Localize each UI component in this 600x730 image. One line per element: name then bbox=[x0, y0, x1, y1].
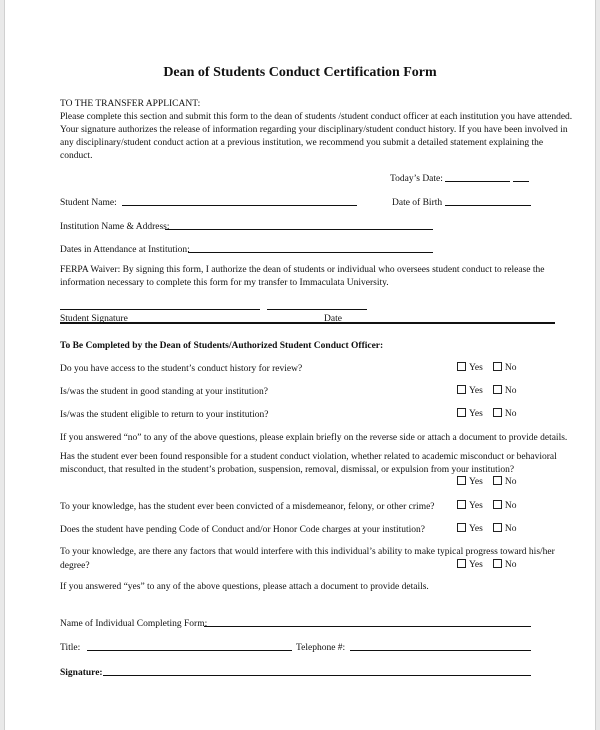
question-text: misconduct, that resulted in the student’s probation, suspension, removal, dismissal, or expulsion from your institution? bbox=[60, 465, 515, 475]
student-name-label: Student Name: bbox=[60, 198, 117, 208]
yes-no-options bbox=[457, 559, 516, 570]
institution-label: Institution Name & Address: bbox=[60, 222, 170, 232]
form-page bbox=[4, 0, 596, 730]
ferpa-waiver-line: information necessary to complete this form for my transfer to Immaculata University. bbox=[60, 278, 389, 288]
student-name-field[interactable] bbox=[122, 205, 357, 206]
yes-no-options bbox=[457, 362, 516, 373]
transfer-instructions-line: Your signature authorizes the release of information regarding your disciplinary/student conduct history. If you have been involved in bbox=[60, 125, 568, 135]
question-text: Is/was the student eligible to return to your institution? bbox=[60, 410, 269, 420]
yes-no-options bbox=[457, 476, 516, 487]
question-text: Do you have access to the student’s conduct history for review? bbox=[60, 364, 303, 374]
yes-checkbox[interactable] bbox=[457, 559, 466, 568]
no-label: No bbox=[504, 560, 517, 570]
question-text: To your knowledge, are there any factors that would interfere with this individual’s ability to make typical progress toward his/her bbox=[60, 547, 555, 557]
telephone-label: Telephone #: bbox=[296, 643, 346, 653]
telephone-field[interactable] bbox=[350, 650, 531, 651]
no-label: No bbox=[504, 524, 517, 534]
todays-date-label: Today’s Date: bbox=[390, 174, 443, 184]
yes-label: Yes bbox=[469, 477, 483, 487]
question-text: Is/was the student in good standing at your institution? bbox=[60, 387, 268, 397]
transfer-instructions-line: Please complete this section and submit this form to the dean of students /student conduct officer at each institution you have attended. bbox=[60, 112, 573, 122]
title-label: Title: bbox=[60, 643, 81, 653]
transfer-heading: TO THE TRANSFER APPLICANT: bbox=[60, 99, 201, 109]
form-title: Dean of Students Conduct Certification Form bbox=[163, 65, 437, 80]
yes-checkbox[interactable] bbox=[457, 476, 466, 485]
question-text: To your knowledge, has the student ever been convicted of a misdemeanor, felony, or other crime? bbox=[60, 502, 435, 512]
yes-label: Yes bbox=[469, 409, 483, 419]
institution-field[interactable] bbox=[165, 229, 433, 230]
explain-no-note: If you answered “no” to any of the above questions, please explain briefly on the reverse side or attach a document to provide details. bbox=[60, 433, 568, 443]
no-checkbox[interactable] bbox=[493, 500, 502, 509]
no-checkbox[interactable] bbox=[493, 385, 502, 394]
transfer-instructions-line: any disciplinary/student conduct action at a previous institution, we recommend you submit a detailed statement explaining the bbox=[60, 138, 544, 148]
date-of-birth-label: Date of Birth bbox=[392, 198, 443, 208]
yes-no-options bbox=[457, 523, 516, 534]
yes-checkbox[interactable] bbox=[457, 500, 466, 509]
question-text: Has the student ever been found responsible for a student conduct violation, whether related to academic misconduct or behavioral bbox=[60, 452, 557, 462]
completer-name-label: Name of Individual Completing Form: bbox=[60, 619, 208, 629]
todays-date-field[interactable] bbox=[445, 181, 510, 182]
no-label: No bbox=[504, 386, 517, 396]
date-of-birth-field[interactable] bbox=[445, 205, 531, 206]
signature-field[interactable] bbox=[103, 675, 531, 676]
yes-label: Yes bbox=[469, 363, 483, 373]
yes-checkbox[interactable] bbox=[457, 523, 466, 532]
question-text: Does the student have pending Code of Conduct and/or Honor Code charges at your institution? bbox=[60, 525, 425, 535]
explain-yes-note: If you answered “yes” to any of the above questions, please attach a document to provide details. bbox=[60, 582, 429, 592]
no-checkbox[interactable] bbox=[493, 362, 502, 371]
signature-label: Signature: bbox=[60, 668, 103, 678]
yes-no-options bbox=[457, 408, 516, 419]
completer-name-field[interactable] bbox=[204, 626, 531, 627]
ferpa-waiver-line: FERPA Waiver: By signing this form, I authorize the dean of students or individual who oversees student conduct to release the bbox=[60, 265, 545, 275]
attendance-dates-label: Dates in Attendance at Institution: bbox=[60, 245, 190, 255]
officer-section-heading: To Be Completed by the Dean of Students/Authorized Student Conduct Officer: bbox=[60, 341, 384, 351]
transfer-instructions-line: conduct. bbox=[60, 151, 93, 161]
yes-label: Yes bbox=[469, 501, 483, 511]
no-label: No bbox=[504, 363, 517, 373]
no-checkbox[interactable] bbox=[493, 408, 502, 417]
no-label: No bbox=[504, 477, 517, 487]
no-label: No bbox=[504, 409, 517, 419]
yes-no-options bbox=[457, 500, 516, 511]
no-label: No bbox=[504, 501, 517, 511]
todays-date-field-extension[interactable] bbox=[513, 181, 529, 182]
yes-checkbox[interactable] bbox=[457, 408, 466, 417]
signature-date-label: Date bbox=[324, 314, 342, 324]
yes-label: Yes bbox=[469, 560, 483, 570]
student-signature-label: Student Signature bbox=[60, 314, 128, 324]
title-field[interactable] bbox=[87, 650, 292, 651]
no-checkbox[interactable] bbox=[493, 559, 502, 568]
section-divider bbox=[60, 322, 555, 324]
question-text: degree? bbox=[60, 561, 90, 571]
yes-label: Yes bbox=[469, 386, 483, 396]
student-signature-field[interactable] bbox=[60, 309, 260, 310]
yes-checkbox[interactable] bbox=[457, 385, 466, 394]
no-checkbox[interactable] bbox=[493, 476, 502, 485]
yes-no-options bbox=[457, 385, 516, 396]
no-checkbox[interactable] bbox=[493, 523, 502, 532]
yes-label: Yes bbox=[469, 524, 483, 534]
attendance-dates-field[interactable] bbox=[188, 252, 433, 253]
yes-checkbox[interactable] bbox=[457, 362, 466, 371]
signature-date-field[interactable] bbox=[267, 309, 367, 310]
